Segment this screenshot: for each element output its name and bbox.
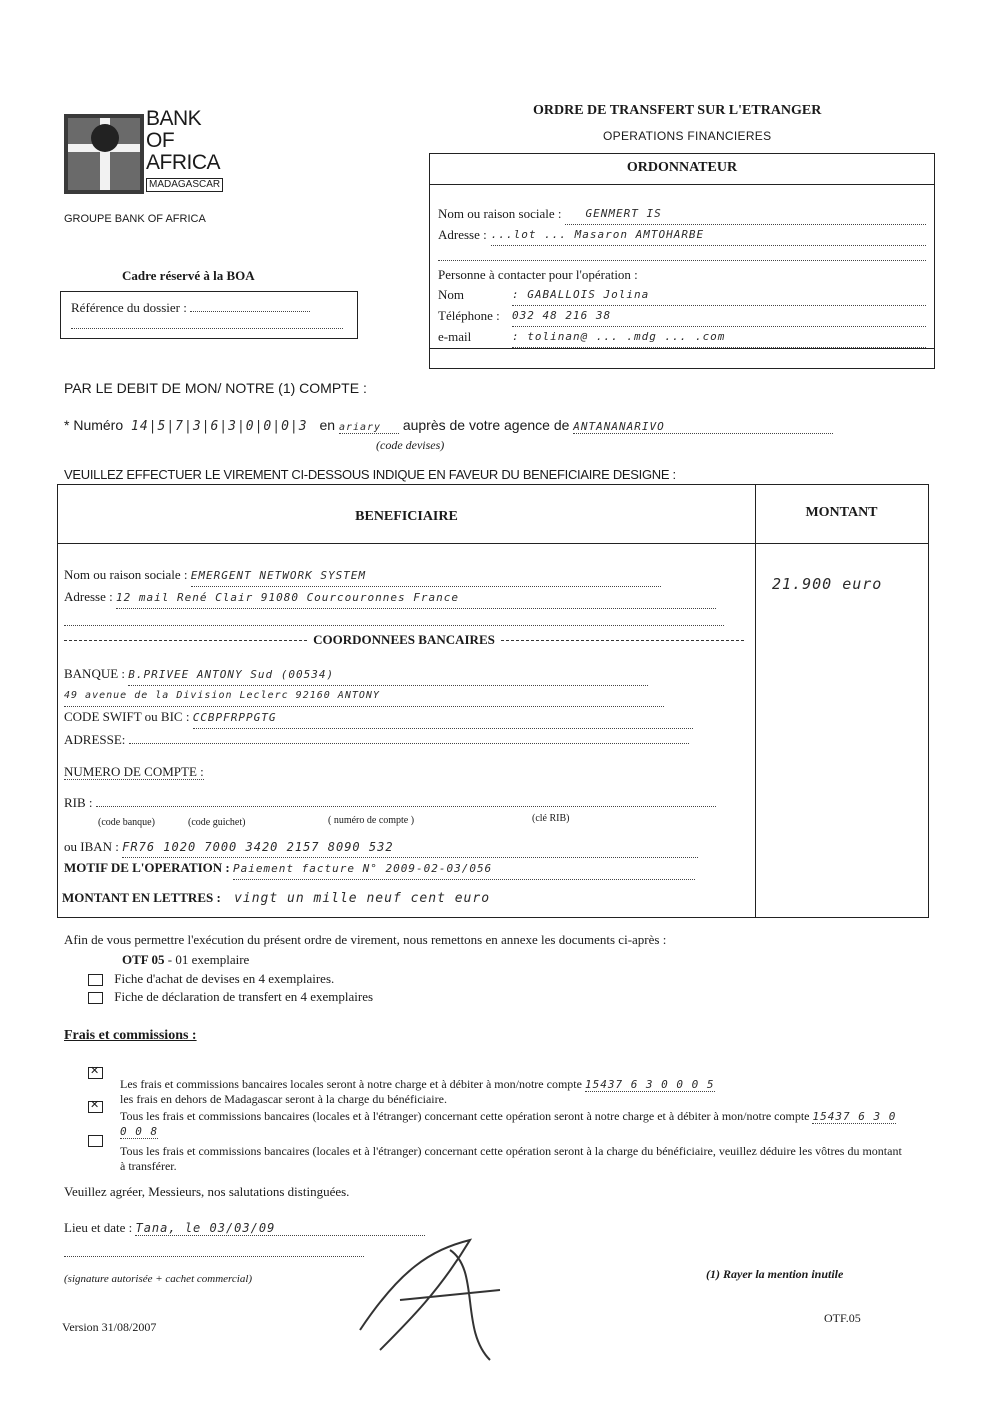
motif-field[interactable]: Paiement facture N° 2009-02-03/056 [233, 859, 695, 880]
frais-checkbox-3[interactable] [88, 1135, 103, 1147]
swift-label: CODE SWIFT ou BIC : [64, 709, 190, 724]
frais-opt-1: Les frais et commissions bancaires locales seront à notre charge et à débiter à mon/notre compte [120, 1077, 582, 1091]
rib-label: RIB : [64, 795, 93, 810]
otf-bold: OTF 05 [122, 952, 165, 967]
montant-value[interactable]: 21.900 euro [772, 575, 883, 593]
adresse2-field[interactable] [129, 729, 689, 744]
beneficiary-table [57, 484, 929, 918]
lettres-field[interactable]: vingt un mille neuf cent euro [234, 891, 491, 906]
logo-line-africa: AFRICA [146, 151, 221, 174]
ordonnateur-title: ORDONNATEUR [626, 160, 738, 175]
ord-email-label: e-mail [438, 329, 472, 344]
logo-line-of: OF [146, 129, 175, 152]
signature-stamp-icon [340, 1210, 570, 1370]
annexe-checkbox-2[interactable] [88, 992, 103, 1004]
ref-input[interactable] [190, 311, 310, 312]
lieu-field[interactable]: Tana, le 03/03/09 [135, 1221, 425, 1236]
motif-label: MOTIF DE L'OPERATION : [64, 860, 230, 875]
ben-name-field[interactable]: EMERGENT NETWORK SYSTEM [191, 566, 661, 587]
lieu-field-line2[interactable] [64, 1256, 364, 1257]
banque-label: BANQUE : [64, 666, 126, 681]
lettres-label: MONTANT EN LETTRES : [62, 890, 221, 905]
frais-checkbox-2[interactable] [88, 1101, 103, 1113]
frais-opt-2: Tous les frais et commissions bancaires (locales et à l'étranger) concernant cette opération seront à notre charge et à débiter à mon/notre compte [120, 1109, 810, 1123]
boa-box-title: Cadre réservé à la BOA [122, 268, 255, 283]
frais-opt-2-account[interactable]: 15437 6 3 0 0 0 8 [120, 1110, 897, 1138]
ord-address-field[interactable]: ...lot ... Masaron AMTOHARBE [491, 225, 926, 246]
ord-tel-field[interactable]: 032 48 216 38 [512, 306, 926, 327]
frais-opt-3: Tous les frais et commissions bancaires (locales et à l'étranger) concernant cette opération seront à la charge du bénéficiaire, veuillez déduire les vôtres du montant à transférer. [120, 1144, 902, 1173]
ord-nom-label: Nom [438, 287, 464, 302]
annexe-text: Afin de vous permettre l'exécution du présent ordre de virement, nous remettons en annexe les documents ci-après : [64, 932, 667, 947]
rib-cle: (clé RIB) [532, 813, 570, 824]
ord-address-label: Adresse : [438, 227, 487, 242]
logo-line-bank: BANK [146, 107, 202, 130]
frais-opt-1-account[interactable]: 15437 6 3 0 0 0 5 [584, 1078, 715, 1091]
frais-checkbox-1[interactable] [88, 1067, 103, 1079]
banque-field[interactable]: B.PRIVEE ANTONY Sud (00534) [128, 665, 648, 686]
group-label: GROUPE BANK OF AFRICA [64, 213, 206, 225]
ord-email-field[interactable]: : tolinan@ ... .mdg ... .com [512, 327, 926, 348]
form-subtitle: OPERATIONS FINANCIERES [603, 129, 772, 143]
annexe-item-2: Fiche de déclaration de transfert en 4 exemplaires [114, 989, 374, 1004]
rib-code-banque: (code banque) [98, 817, 155, 828]
boa-emblem-icon [64, 108, 144, 196]
numero-field[interactable]: 14|5|7|3|6|3|0|0|0|3 [131, 419, 308, 434]
iban-label: ou IBAN : [64, 839, 119, 854]
beneficiaire-header: BENEFICIAIRE [355, 509, 458, 524]
lieu-label: Lieu et date : [64, 1220, 133, 1235]
adresse2-label: ADRESSE: [64, 732, 126, 747]
salutation: Veuillez agréer, Messieurs, nos salutations distinguées. [64, 1184, 350, 1199]
ref-label: Référence du dossier : [71, 300, 187, 315]
rib-numero: ( numéro de compte ) [328, 815, 415, 826]
en-label: en [319, 417, 336, 433]
ord-nom-field[interactable]: : GABALLOIS Jolina [512, 285, 926, 306]
ben-address-field[interactable]: 12 mail René Clair 91080 Courcouronnes France [116, 588, 716, 609]
rayer-note: (1) Rayer la mention inutile [706, 1267, 844, 1281]
ord-name-label: Nom ou raison sociale : [438, 206, 562, 221]
ben-address-label: Adresse : [64, 589, 113, 604]
otf-rest: - 01 exemplaire [167, 952, 250, 967]
agence-label: auprès de votre agence de [402, 417, 570, 433]
currency-field[interactable]: ariary [339, 422, 399, 434]
ord-contact-label: Personne à contacter pour l'opération : [438, 267, 638, 282]
ordonnateur-box [429, 153, 935, 369]
signature-note: (signature autorisée + cachet commercial) [64, 1273, 253, 1285]
frais-opt-1b: les frais en dehors de Madagascar seront à la charge du bénéficiaire. [120, 1092, 447, 1106]
frais-title: Frais et commissions : [64, 1028, 197, 1043]
ord-name-field[interactable]: GENMERT IS [565, 204, 926, 225]
coord-title: COORDONNEES BANCAIRES [313, 632, 495, 647]
rib-field[interactable] [96, 792, 716, 807]
logo-country: MADAGASCAR [146, 178, 223, 192]
boa-reserved-box [60, 291, 358, 339]
ord-tel-label: Téléphone : [438, 308, 500, 323]
swift-field[interactable]: CCBPFRPPGTG [193, 708, 693, 729]
iban-field[interactable]: FR76 1020 7000 3420 2157 8090 532 [122, 837, 698, 858]
version-label: Version 31/08/2007 [62, 1320, 157, 1334]
ben-name-label: Nom ou raison sociale : [64, 567, 188, 582]
bank-logo [64, 108, 234, 198]
banque-field-line2[interactable]: 49 avenue de la Division Leclerc 92160 ANTONY [64, 686, 664, 707]
annexe-checkbox-1[interactable] [88, 974, 103, 986]
devises-note: (code devises) [376, 438, 445, 452]
form-title: ORDRE DE TRANSFERT SUR L'ETRANGER [533, 103, 822, 118]
montant-header: MONTANT [805, 505, 878, 520]
annexe-item-1: Fiche d'achat de devises en 4 exemplaires. [114, 971, 335, 986]
form-code: OTF.05 [824, 1311, 861, 1325]
rib-code-guichet: (code guichet) [188, 817, 246, 828]
numero-compte-label: NUMERO DE COMPTE : [64, 764, 204, 779]
virement-instruction: VEUILLEZ EFFECTUER LE VIREMENT CI-DESSOUS INDIQUE EN FAVEUR DU BENEFICIAIRE DESIGNE : [64, 467, 676, 482]
numero-label: * Numéro [64, 417, 124, 433]
debit-heading: PAR LE DEBIT DE MON/ NOTRE (1) COMPTE : [64, 380, 367, 396]
ref-input-line2[interactable] [71, 328, 343, 329]
agence-field[interactable]: ANTANANARIVO [573, 420, 833, 434]
